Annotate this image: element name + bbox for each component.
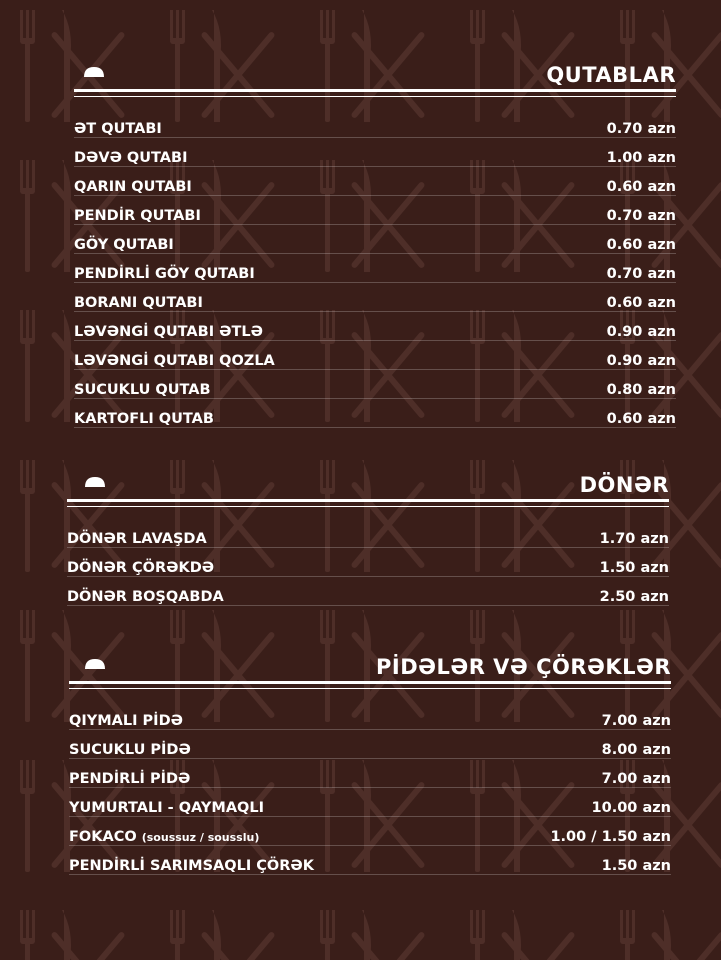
menu-item-name [69,857,320,875]
cloche-icon [83,658,107,670]
menu-item-price: 0.80 azn [606,382,676,398]
cloche-icon [82,66,106,78]
menu-item-price: 0.90 azn [606,353,676,369]
menu-item-price: 1.00 azn [606,150,676,166]
menu-item-label: DÖNƏR LAVAŞDA [67,531,207,547]
menu-item [74,319,676,348]
menu-item-name [74,178,198,196]
menu-item-label: PENDİRLİ SARIMSAQLI ÇÖRƏK [69,858,314,874]
menu-item-label: KARTOFLI QUTAB [74,411,214,427]
menu-item-price: 8.00 azn [601,742,671,758]
menu-item-name [69,770,196,788]
menu-item [74,203,676,232]
menu-item-price: 1.50 azn [599,560,669,576]
menu-item [69,766,671,795]
section-header [67,472,669,508]
menu-item-name [74,352,281,370]
menu-item-label: LƏVƏNGİ QUTABI ƏTLƏ [74,324,263,340]
menu-item-label: BORANI QUTABI [74,295,203,311]
menu-item-label: SUCUKLU QUTAB [74,382,211,398]
menu-item-price: 0.60 azn [606,411,676,427]
menu-item [74,406,676,435]
menu-item-price: 0.90 azn [606,324,676,340]
menu-item-label: DÖNƏR ÇÖRƏKDƏ [67,560,215,576]
menu-item-label: GÖY QUTABI [74,237,174,253]
menu-item-label: PENDİRLİ PİDƏ [69,771,191,787]
menu-item-price: 0.70 azn [606,266,676,282]
menu-item-label: YUMURTALI - QAYMAQLI [69,800,264,816]
menu-item [67,555,669,584]
menu-list [69,708,671,882]
menu-item-label: FOKACO [69,829,137,845]
menu-item-price: 0.60 azn [606,237,676,253]
menu-item-name [67,530,213,548]
section-pideler-ve-corekler [69,654,671,882]
menu-item-price: 0.60 azn [606,179,676,195]
menu-item-label: SUCUKLU PİDƏ [69,742,191,758]
menu-item [67,526,669,555]
menu-item-label: DƏVƏ QUTABI [74,150,188,166]
menu-item [74,174,676,203]
menu-item-price: 1.50 azn [601,858,671,874]
menu-item-name [74,236,180,254]
menu-item-price: 2.50 azn [599,589,669,605]
menu-item-label: PENDİR QUTABI [74,208,201,224]
menu-item-price: 10.00 azn [591,800,671,816]
header-rule-thin [69,688,671,689]
menu-item-price: 1.00 / 1.50 azn [550,829,671,845]
header-rule-thin [74,96,676,97]
menu-item-price: 0.70 azn [606,121,676,137]
menu-item [74,261,676,290]
section-title: PİDƏLƏR VƏ ÇÖRƏKLƏR [376,655,671,679]
menu-list [74,116,676,435]
menu-item [67,584,669,613]
cloche-icon [83,476,107,488]
menu-item-name [69,799,270,817]
menu-item [69,737,671,766]
menu-item [69,708,671,737]
menu-item-label: PENDİRLİ GÖY QUTABI [74,266,255,282]
menu-item [69,824,671,853]
menu-item-label: QIYMALI PİDƏ [69,713,183,729]
menu-item [74,145,676,174]
menu-item [69,795,671,824]
menu-item-name [69,712,189,730]
menu-item-name [67,588,230,606]
menu-item-label: QARIN QUTABI [74,179,192,195]
menu-item-price: 7.00 azn [601,713,671,729]
menu-item-name [74,323,269,341]
menu-item-name [74,381,217,399]
menu-item-price: 0.70 azn [606,208,676,224]
menu-item [74,232,676,261]
section-header [74,62,676,98]
section-doner [67,472,669,613]
menu-item-name [74,265,261,283]
menu-item [74,348,676,377]
menu-item-name [74,120,168,138]
menu-item-label: ƏT QUTABI [74,121,162,137]
section-title: DÖNƏR [579,473,669,497]
header-rule [67,499,669,502]
header-rule [74,89,676,92]
menu-item-name [74,294,209,312]
header-rule-thin [67,506,669,507]
menu-item [74,116,676,145]
menu-item-price: 7.00 azn [601,771,671,787]
menu-item-name [74,207,207,225]
menu-item-label: DÖNƏR BOŞQABDA [67,589,224,605]
menu-item [74,290,676,319]
menu-item-name [69,828,265,847]
section-title: QUTABLAR [546,63,676,87]
section-qutablar [74,62,676,435]
menu-item-note: (soussuz / sousslu) [141,831,260,844]
menu-list [67,526,669,613]
menu-item-price: 0.60 azn [606,295,676,311]
menu-item-name [69,741,197,759]
menu-item [74,377,676,406]
menu-item-name [67,559,220,577]
section-header [69,654,671,690]
menu-item-name [74,149,193,167]
menu-item-name [74,410,220,428]
menu-item [69,853,671,882]
header-rule [69,681,671,684]
menu-item-label: LƏVƏNGİ QUTABI QOZLA [74,353,275,369]
menu-item-price: 1.70 azn [599,531,669,547]
